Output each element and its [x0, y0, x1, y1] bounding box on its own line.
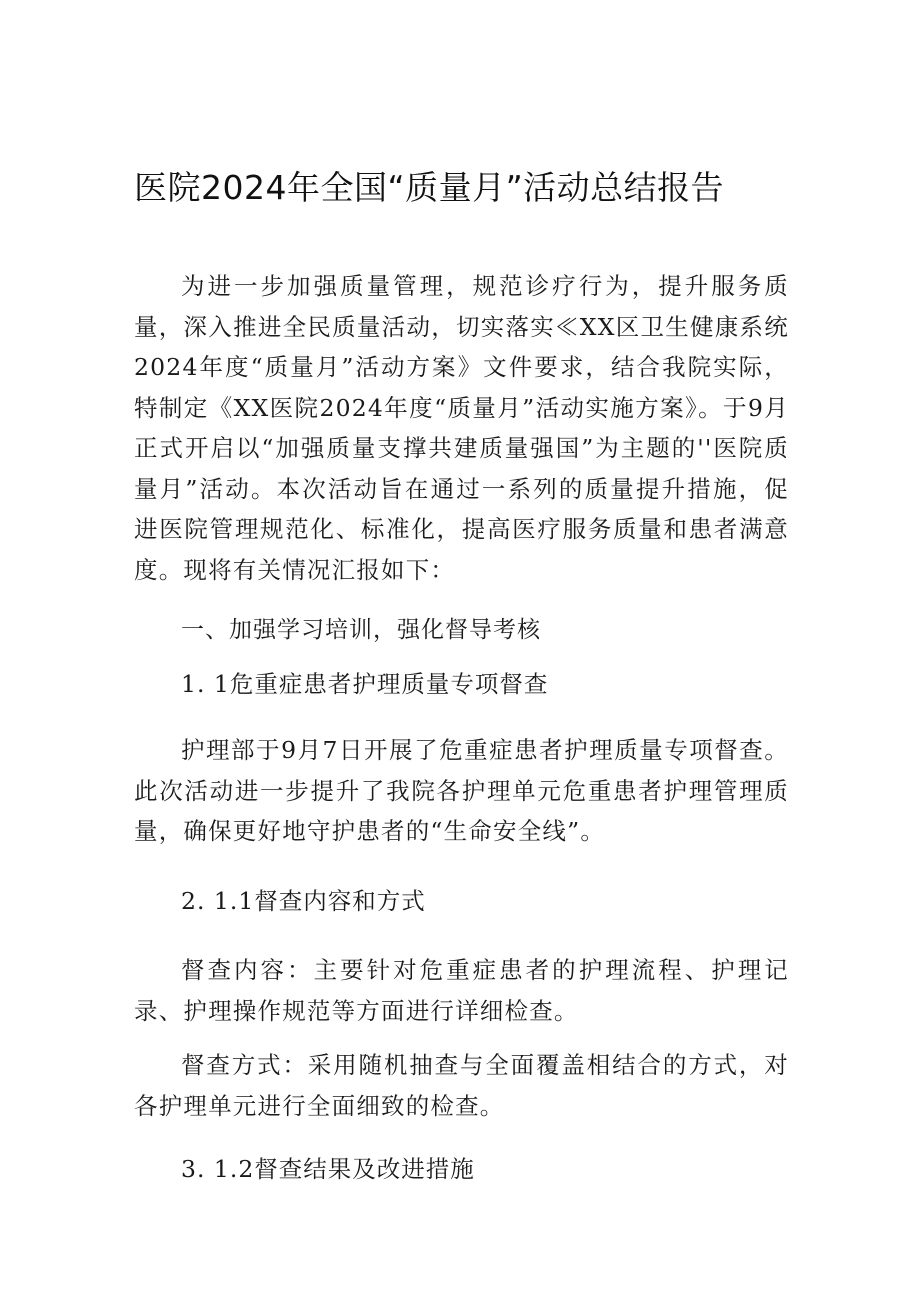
subsection-heading: 3. 1.2督查结果及改进措施	[181, 1155, 475, 1183]
intro-paragraph: 为进一步加强质量管理，规范诊疗行为，提升服务质量，深入推进全民质量活动，切实落实≪XX区卫生健康系统2024年度“质量月”活动方案》文件要求，结合我院实际，特制定《XX医院2024年度“质量月”活动实施方案》。于9月正式开启以“加强质量支撑共建质量强国”为主题的''医院质量月”活动。本次活动旨在通过一系列的质量提升措施，促进医院管理规范化、标准化，提高医疗服务质量和患者满意度。现将有关情况汇报如下：	[134, 272, 789, 584]
section-heading: 一、加强学习培训，强化督导考核	[181, 617, 541, 643]
body-paragraph: 护理部于9月7日开展了危重症患者护理质量专项督查。此次活动进一步提升了我院各护理单元危重患者护理管理质量，确保更好地守护患者的“生命安全线”。	[134, 736, 789, 845]
document-title: 医院2024年全国“质量月”活动总结报告	[134, 168, 725, 207]
subsection-heading: 2. 1.1督查内容和方式	[181, 887, 426, 915]
body-paragraph: 督查方式：采用随机抽查与全面覆盖相结合的方式，对各护理单元进行全面细致的检查。	[134, 1051, 789, 1120]
subsection-heading: 1. 1危重症患者护理质量专项督查	[181, 670, 549, 698]
body-paragraph: 督查内容：主要针对危重症患者的护理流程、护理记录、护理操作规范等方面进行详细检查。	[134, 956, 789, 1025]
